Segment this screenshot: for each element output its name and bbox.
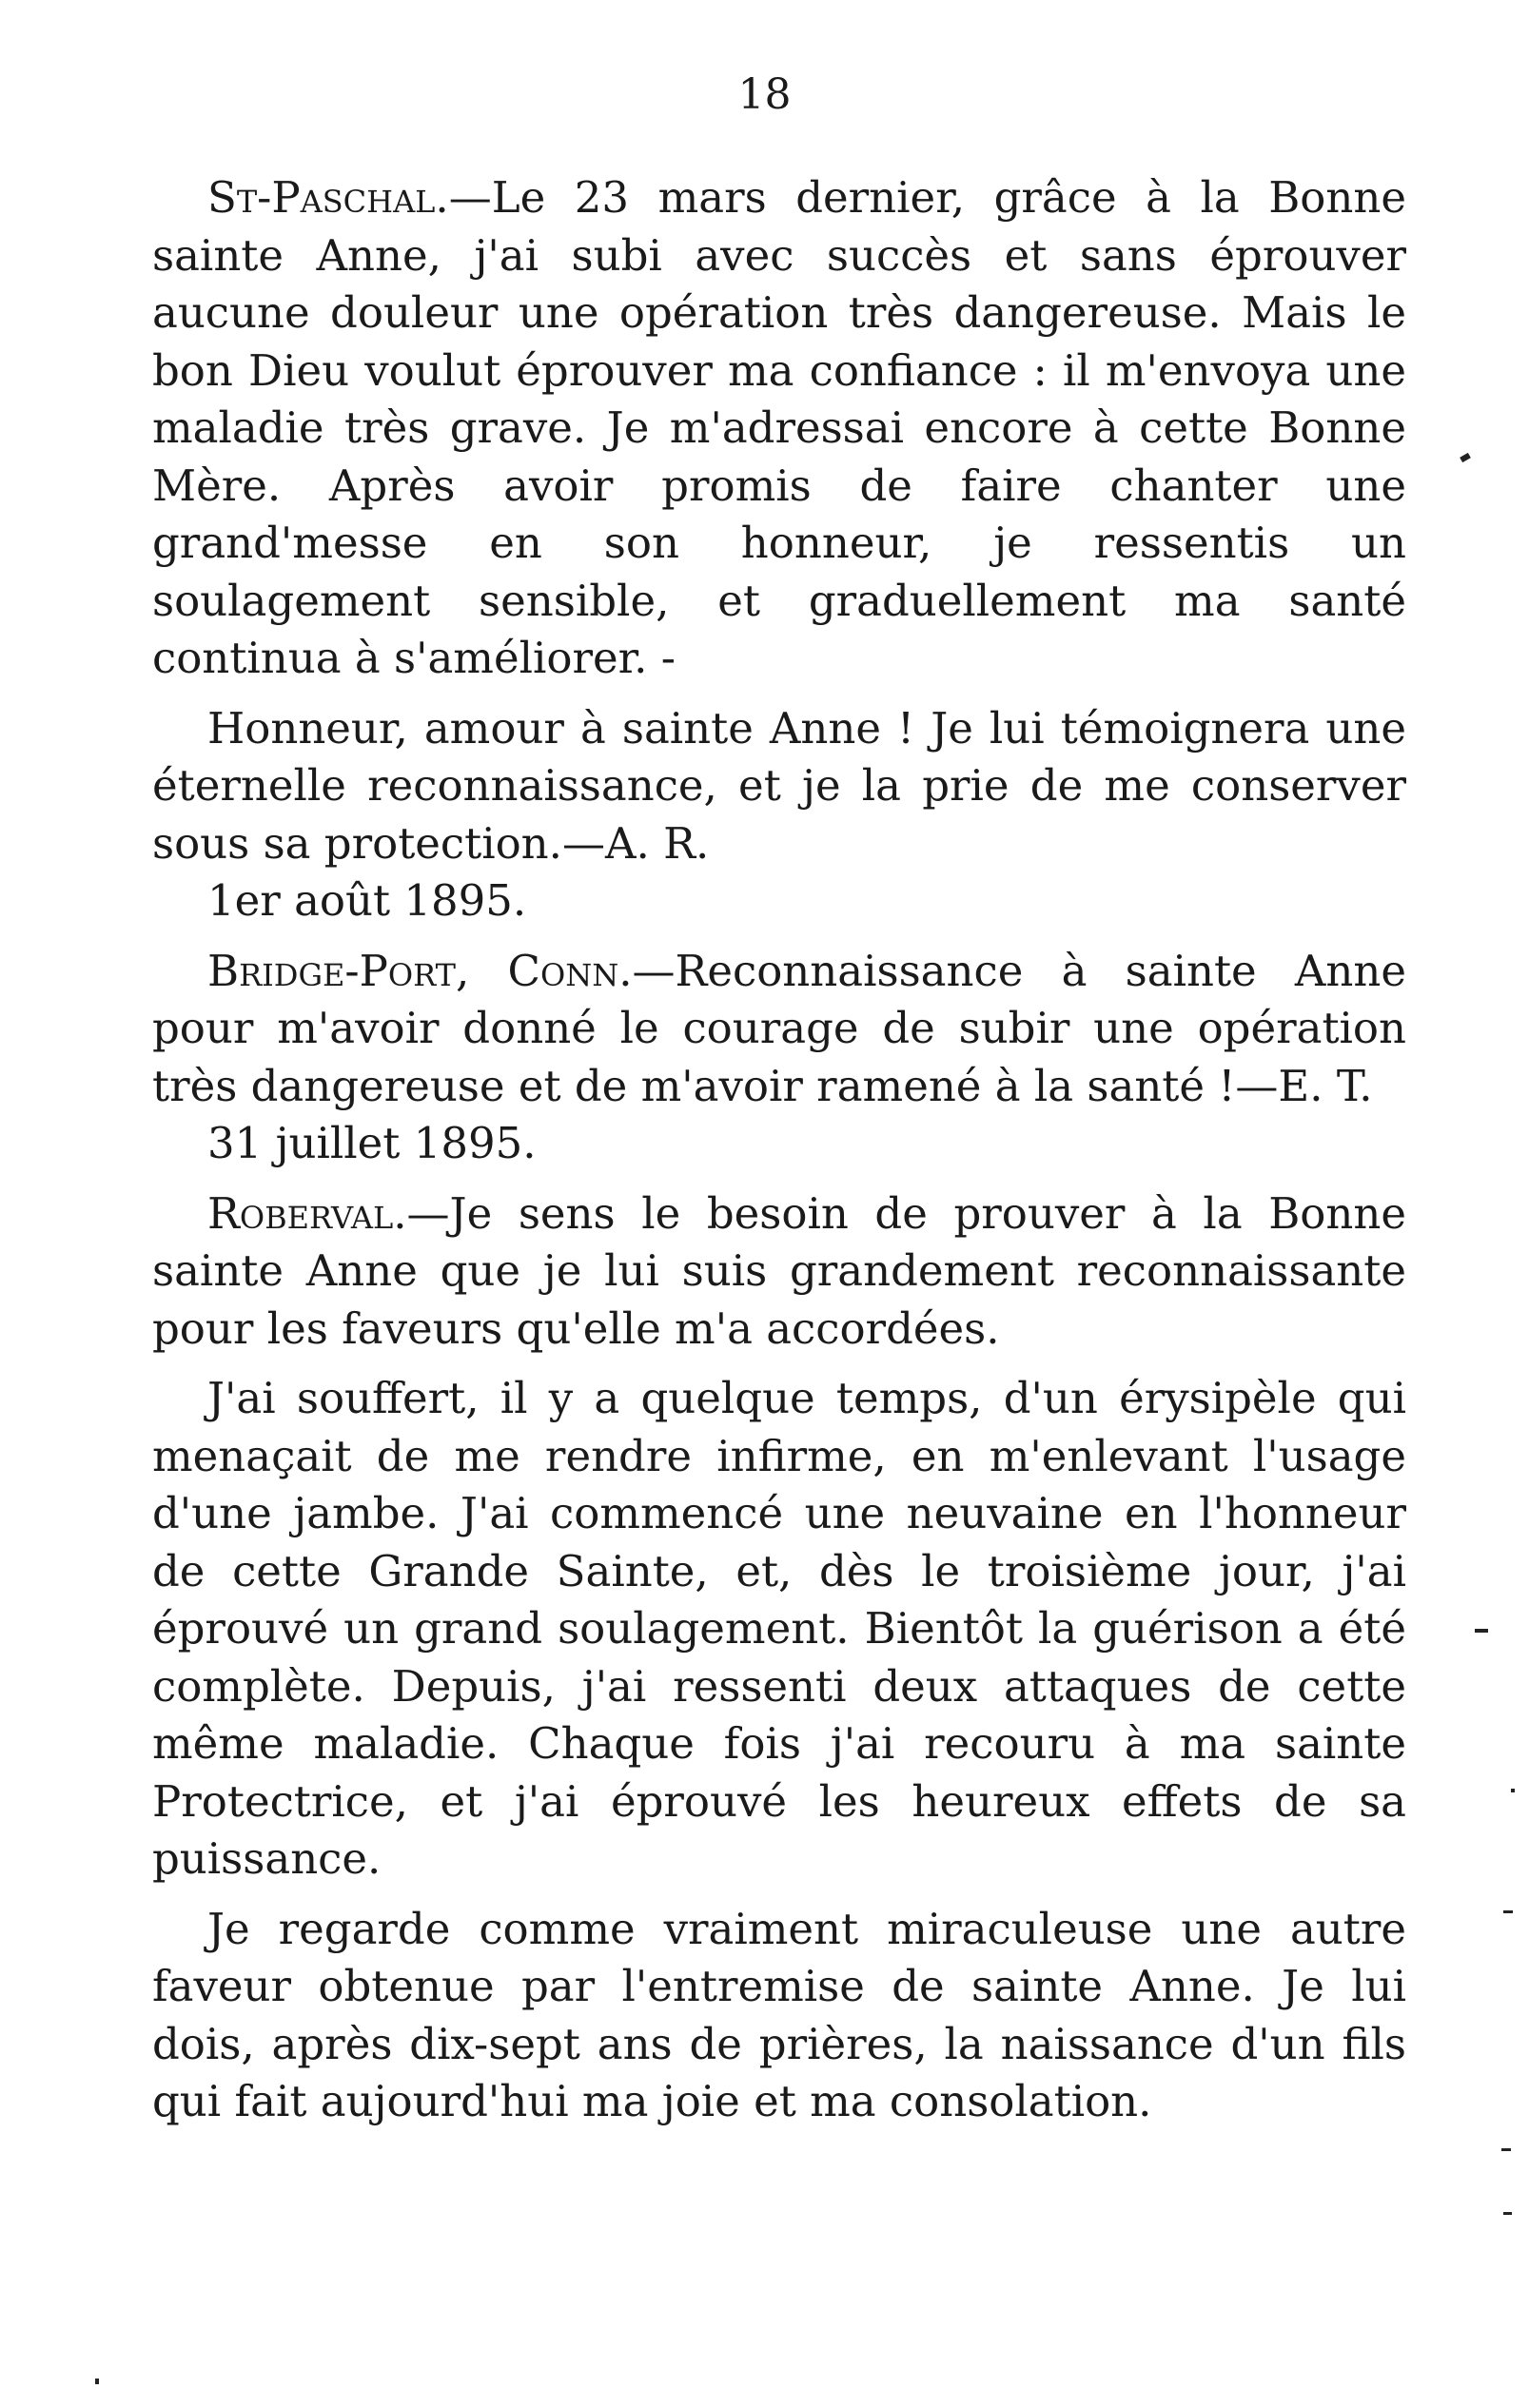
print-speck bbox=[1503, 2212, 1512, 2215]
paragraph-text: —Le 23 mars dernier, grâce à la Bonne sainte Anne, j'ai subi avec succès et sans éprouver aucune douleur une opération très dangereuse. Mais le bon Dieu voulut éprouver ma confiance : il m'envoya une maladie très grave. Je m'adressai encore à cette Bonne Mère. Après avoir promis de faire chanter une grand'messe en son honneur, je ressentis un soulagement sensible, et graduellement ma santé continua à s'améliorer. - bbox=[152, 172, 1406, 683]
place-name: Bridge-Port, Conn. bbox=[207, 945, 633, 996]
entry-paragraph bbox=[152, 700, 1406, 873]
paragraph-text: Je regarde comme vraiment miraculeuse une autre faveur obtenue par l'entremise de sainte Anne. Je lui dois, après dix-sept ans de prières, la naissance d'un fils qui fait aujourd'hui ma joie et ma consolation. bbox=[152, 1903, 1406, 2126]
entry-paragraph bbox=[152, 169, 1406, 688]
place-name: St-Paschal. bbox=[207, 172, 449, 223]
entry-date: 31 juillet 1895. bbox=[207, 1118, 537, 1168]
paragraph-text: Honneur, amour à sainte Anne ! Je lui témoignera une éternelle reconnaissance, et je la prie de me conserver sous sa protection.—A. R. bbox=[152, 702, 1406, 869]
entry-paragraph bbox=[152, 1185, 1406, 1359]
entry-paragraph bbox=[152, 1901, 1406, 2131]
paragraph-text: —Je sens le besoin de prouver à la Bonne sainte Anne que je lui suis grandement reconnaissante pour les faveurs qu'elle m'a accordées. bbox=[152, 1187, 1406, 1354]
print-speck bbox=[1503, 1910, 1513, 1913]
print-speck bbox=[1501, 2148, 1511, 2151]
text-body bbox=[152, 169, 1406, 2131]
print-speck bbox=[1475, 1629, 1488, 1633]
entry-date: 1er août 1895. bbox=[207, 875, 527, 926]
page-number: 18 bbox=[737, 70, 792, 119]
place-name: Roberval. bbox=[207, 1187, 407, 1239]
entry-paragraph bbox=[152, 1370, 1406, 1889]
print-speck bbox=[1511, 1789, 1515, 1792]
entry-paragraph bbox=[152, 943, 1406, 1116]
paragraph-text: J'ai souffert, il y a quelque temps, d'un érysipèle qui menaçait de me rendre infirme, en m'enlevant l'usage d'une jambe. J'ai commencé une neuvaine en l'honneur de cette Grande Sainte, et, dès le troisième jour, j'ai éprouvé un grand soulagement. Bientôt la guérison a été complète. Depuis, j'ai ressenti deux attaques de cette même maladie. Chaque fois j'ai recouru à ma sainte Protectrice, et j'ai éprouvé les heureux effets de sa puissance. bbox=[152, 1373, 1406, 1884]
print-speck bbox=[95, 2379, 99, 2384]
print-speck bbox=[1460, 453, 1471, 462]
paragraph-text: —Reconnaissance à sainte Anne pour m'avoir donné le courage de subir une opération très dangereuse et de m'avoir ramené à la santé !—E. T. bbox=[152, 945, 1406, 1111]
